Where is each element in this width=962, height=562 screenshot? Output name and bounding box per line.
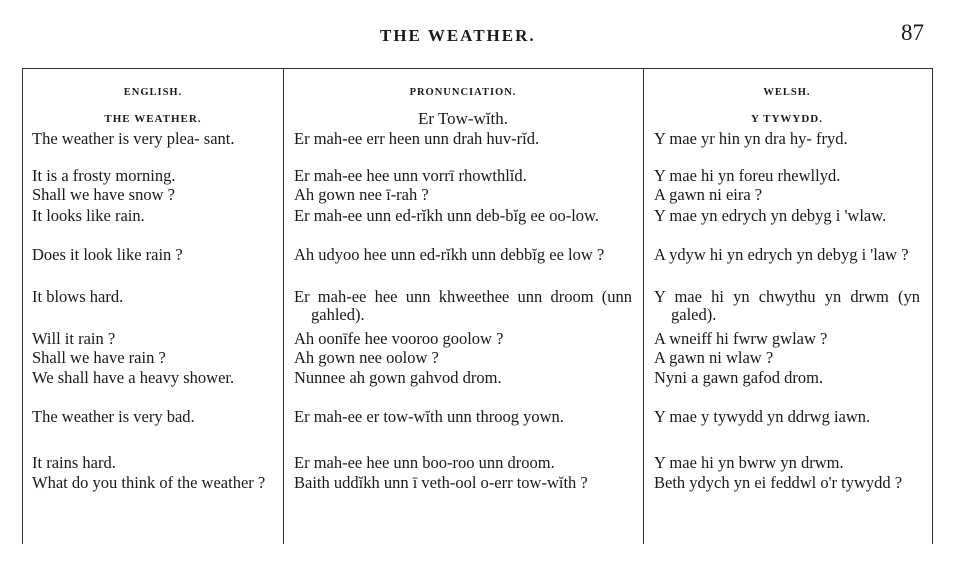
english-row: Does it look like rain ? <box>32 246 183 264</box>
english-row: The weather is very plea- sant. <box>32 130 235 148</box>
pronunciation-rows <box>294 130 632 512</box>
welsh-row: Y mae hi yn bwrw yn drwm. <box>654 454 844 472</box>
english-row: It rains hard. <box>32 454 116 472</box>
pronunciation-row: Er mah-ee hee unn khweethee unn droom (unn gahled). <box>294 288 632 324</box>
welsh-rows <box>654 130 920 512</box>
english-column <box>32 86 274 512</box>
english-rows <box>32 130 274 512</box>
english-row: We shall have a heavy shower. <box>32 369 235 387</box>
welsh-row: Y mae y tywydd yn ddrwg iawn. <box>654 408 871 426</box>
welsh-row: Y mae hi yn chwythu yn drwm (yn galed). <box>654 288 920 324</box>
welsh-column <box>654 86 920 512</box>
table-left-rule <box>22 68 23 544</box>
english-row: Shall we have snow ? <box>32 186 175 204</box>
pronunciation-row: Er mah-ee err heen unn drah huv-rĭd. <box>294 130 540 148</box>
pronunciation-row: Ah oonīfe hee vooroo goolow ? <box>294 330 504 348</box>
english-row: It looks like rain. <box>32 207 145 225</box>
english-row: It blows hard. <box>32 288 124 306</box>
welsh-row: A ydyw hi yn edrych yn debyg i 'law ? <box>654 246 909 264</box>
welsh-row: Y mae hi yn foreu rhewllyd. <box>654 167 841 185</box>
pronunciation-row: Baith uddĭkh unn ī veth-ool o-err tow-wĭth ? <box>294 474 588 492</box>
column-divider-2 <box>643 68 644 544</box>
welsh-row: Y mae yr hin yn dra hy- fryd. <box>654 130 848 148</box>
welsh-subheading: Y TYWYDD. <box>751 113 823 125</box>
english-row: Shall we have rain ? <box>32 349 166 367</box>
english-row: The weather is very bad. <box>32 408 195 426</box>
pronunciation-column <box>294 86 632 512</box>
welsh-row: Y mae yn edrych yn debyg i 'wlaw. <box>654 207 887 225</box>
welsh-row: Beth ydych yn ei feddwl o'r tywydd ? <box>654 474 903 492</box>
table-right-rule <box>932 68 933 544</box>
pronunciation-heading: PRONUNCIATION. <box>409 87 517 98</box>
english-heading: ENGLISH. <box>123 87 183 98</box>
running-head: THE WEATHER. <box>380 26 536 45</box>
english-subheading: THE WEATHER. <box>104 113 202 125</box>
pronunciation-row: Er mah-ee er tow-wĭth unn throog yown. <box>294 408 564 426</box>
welsh-row: A wneiff hi fwrw gwlaw ? <box>654 330 828 348</box>
pronunciation-row: Er mah-ee hee unn boo-roo unn droom. <box>294 454 555 472</box>
welsh-row: A gawn ni eira ? <box>654 186 763 204</box>
column-divider-1 <box>283 68 284 544</box>
pronunciation-subheading: Er Tow-wĭth. <box>417 109 509 128</box>
pronunciation-row: Er mah-ee hee unn vorrī rhowthlĭd. <box>294 167 527 185</box>
pronunciation-row: Er mah-ee unn ed-rĭkh unn deb-bĭg ee oo-low. <box>294 207 599 225</box>
table-top-rule <box>22 68 932 69</box>
english-row: What do you think of the weather ? <box>32 474 266 492</box>
page-number: 87 <box>901 20 924 45</box>
pronunciation-row: Nunnee ah gown gahvod drom. <box>294 369 502 387</box>
pronunciation-row: Ah gown nee oolow ? <box>294 349 439 367</box>
welsh-heading: WELSH. <box>763 87 811 98</box>
english-row: Will it rain ? <box>32 330 116 348</box>
pronunciation-row: Ah gown nee ī-rah ? <box>294 186 429 204</box>
welsh-row: Nyni a gawn gafod drom. <box>654 369 824 387</box>
pronunciation-row: Ah udyoo hee unn ed-rĭkh unn debbĭg ee low ? <box>294 246 605 264</box>
welsh-row: A gawn ni wlaw ? <box>654 349 774 367</box>
english-row: It is a frosty morning. <box>32 167 176 185</box>
